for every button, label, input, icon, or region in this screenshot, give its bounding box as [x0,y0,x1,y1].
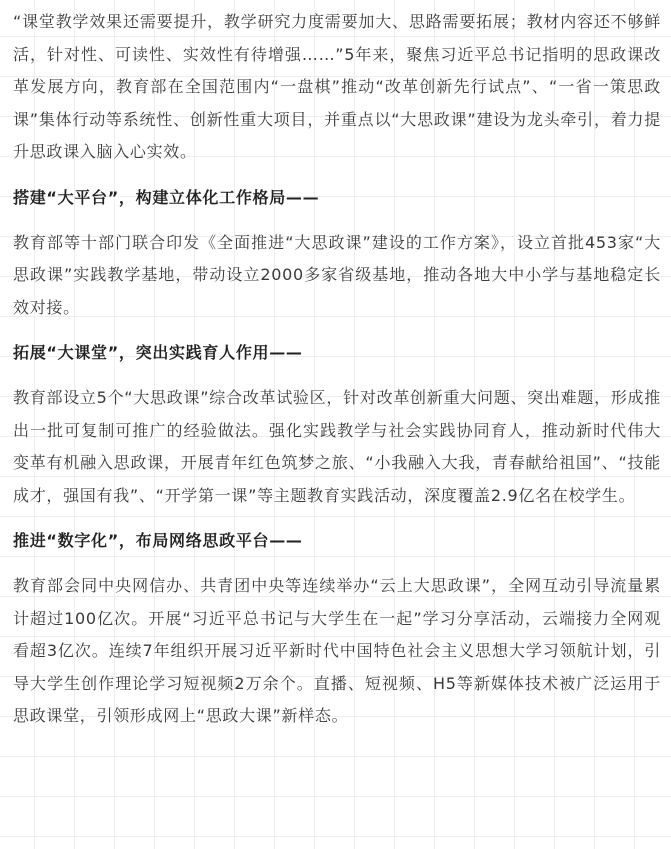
spacer [13,214,661,227]
spacer [13,557,661,570]
intro-paragraph: “课堂教学效果还需要提升，教学研究力度需要加大、思路需要拓展；教材内容还不够鲜活，针对性、可读性、实效性有待增强……”5年来，聚焦习近平总书记指明的思政课改革发展方向，教育部在全国范围内“一盘棋”推动“改革创新先行试点”、“一省一策思政课”集体行动等系统性、创新性重大项目，并重点以“大思政课”建设为龙头牵引，着力提升思政课入脑入心实效。 [13,12,661,161]
spacer [13,169,661,182]
spacer [13,324,661,337]
section-body-digital: 教育部会同中央网信办、共青团中央等连续举办“云上大思政课”，全网互动引导流量累计超过100亿次。开展“习近平总书记与大学生在一起”学习分享活动，云端接力全网观看超3亿次。连续7年组织开展习近平新时代中国特色社会主义思想大学习领航计划，引导大学生创作理论学习短视频2万余个。直播、短视频、H5等新媒体技术被广泛运用于思政课堂，引领形成网上“思政大课”新样态。 [13,576,661,725]
spacer [13,369,661,382]
spacer [13,512,661,525]
section-body-platform: 教育部等十部门联合印发《全面推进“大思政课”建设的工作方案》，设立首批453家“大思政课”实践教学基地，带动设立2000多家省级基地，推动各地大中小学与基地稳定长效对接。 [13,232,661,317]
section-heading-digital: 推进“数字化”，布局网络思政平台—— [13,531,303,550]
section-heading-classroom: 拓展“大课堂”，突出实践育人作用—— [13,343,303,362]
section-body-classroom: 教育部设立5个“大思政课”综合改革试验区，针对改革创新重大问题、突出难题，形成推出一批可复制可推广的经验做法。强化实践教学与社会实践协同育人，推动新时代伟大变革有机融入思政课，开展青年红色筑梦之旅、“小我融入大我，青春献给祖国”、“技能成才，强国有我”、“开学第一课”等主题教育实践活动，深度覆盖2.9亿名在校学生。 [13,388,661,505]
section-heading-platform: 搭建“大平台”，构建立体化工作格局—— [13,187,320,207]
